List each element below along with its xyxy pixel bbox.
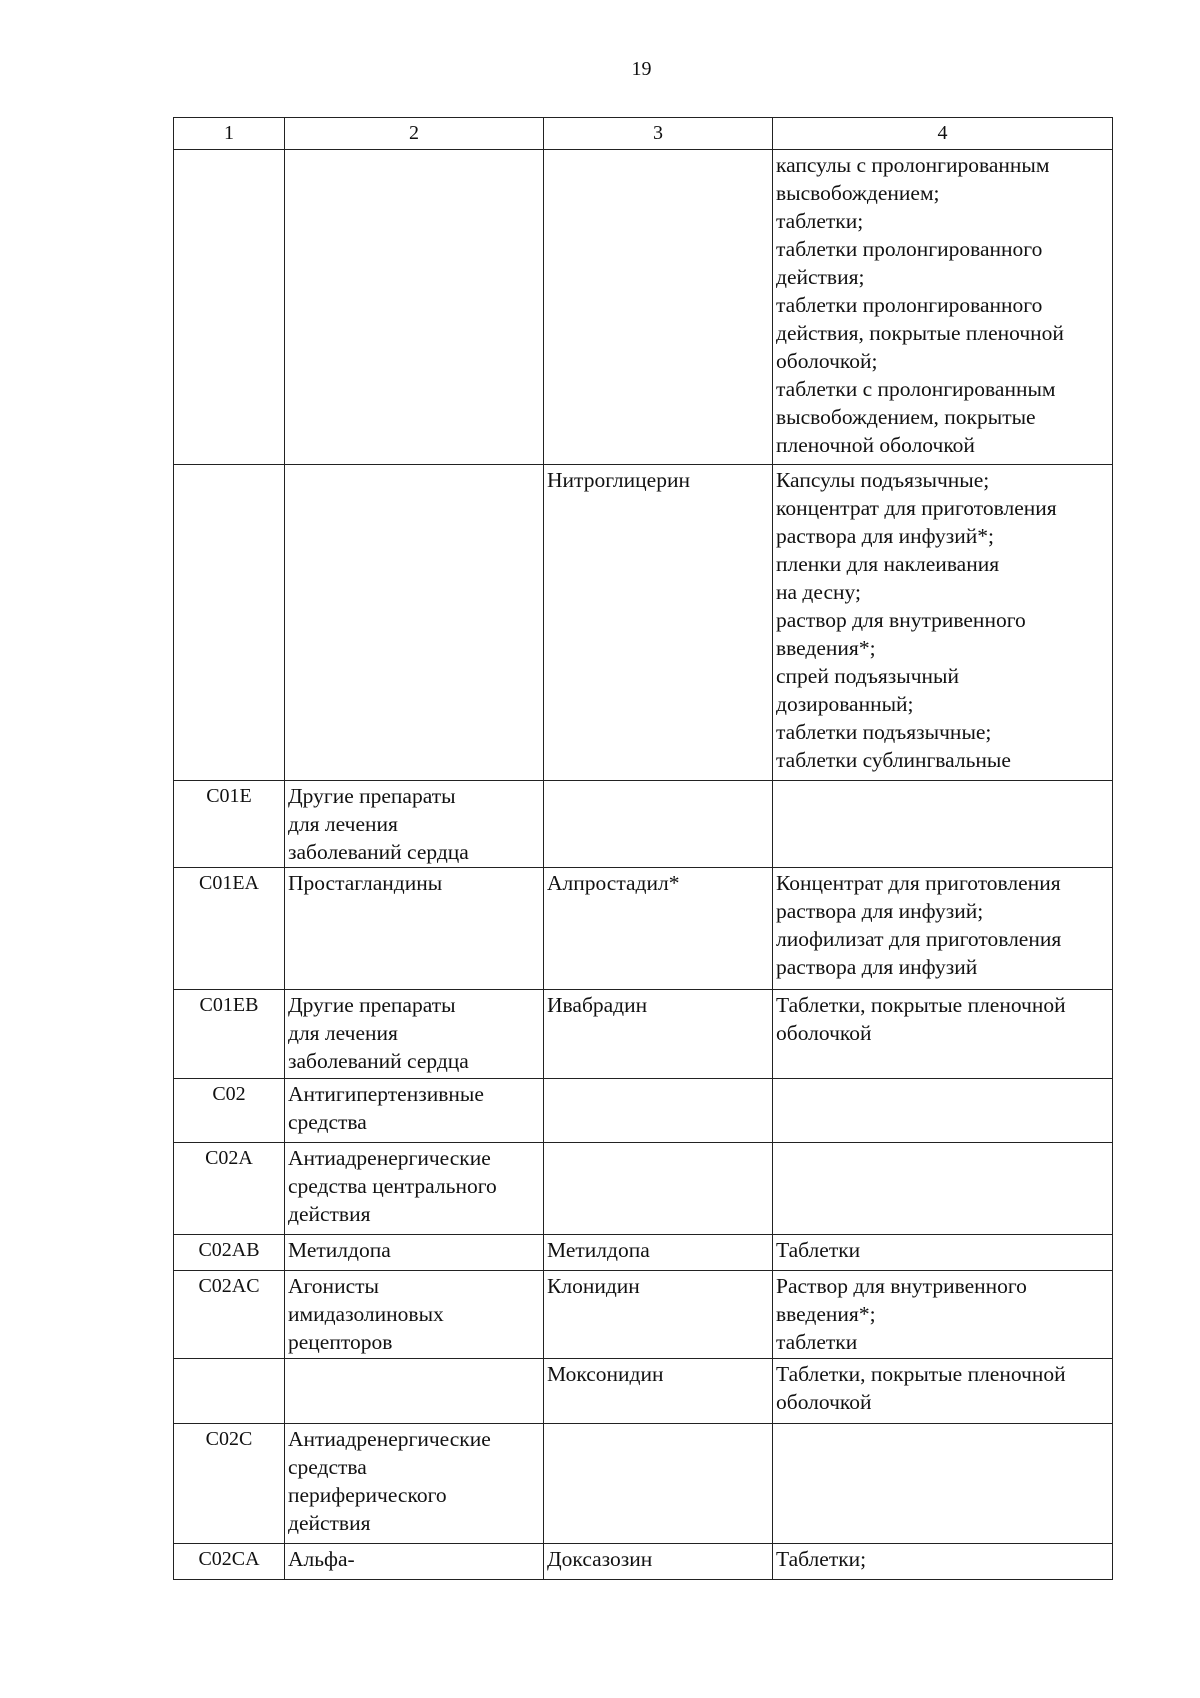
- forms-cell: [773, 1424, 1113, 1544]
- cell-line: действия: [288, 1511, 371, 1535]
- forms-cell: [773, 465, 1113, 781]
- header-col-4: 4: [773, 118, 1113, 150]
- cell-line: Таблетки, покрытые пленочной: [776, 1362, 1066, 1386]
- drug-cell: [544, 1079, 773, 1143]
- table-row: [174, 781, 1113, 868]
- cell-line: Моксонидин: [547, 1362, 664, 1386]
- cell-line: Антиадренергические: [288, 1427, 491, 1451]
- code-cell: C02AC: [174, 1271, 285, 1359]
- drug-table: [173, 117, 1113, 1580]
- group-cell: [285, 1544, 544, 1580]
- code-cell: [174, 150, 285, 465]
- group-cell: [285, 465, 544, 781]
- cell-line: Раствор для внутривенного: [776, 1274, 1027, 1298]
- group-cell: [285, 1359, 544, 1424]
- cell-line: на десну;: [776, 580, 861, 604]
- cell-line: дозированный;: [776, 692, 914, 716]
- cell-line: заболеваний сердца: [288, 840, 469, 864]
- cell-line: спрей подъязычный: [776, 664, 960, 688]
- table-body: [174, 150, 1113, 1580]
- cell-line: пленки для наклеивания: [776, 552, 1000, 576]
- cell-line: таблетки пролонгированного: [776, 237, 1043, 261]
- code-cell: [174, 1359, 285, 1424]
- drug-cell: [544, 1143, 773, 1235]
- cell-line: таблетки;: [776, 209, 864, 233]
- code-cell: C01EB: [174, 990, 285, 1079]
- cell-line: Антигипертензивные: [288, 1082, 484, 1106]
- cell-line: Капсулы подъязычные;: [776, 468, 990, 492]
- cell-line: пленочной оболочкой: [776, 433, 975, 457]
- group-cell: [285, 1271, 544, 1359]
- cell-line: раствора для инфузий;: [776, 899, 984, 923]
- group-cell: [285, 990, 544, 1079]
- header-col-3: 3: [544, 118, 773, 150]
- code-cell: C01E: [174, 781, 285, 868]
- cell-line: Доксазозин: [547, 1547, 653, 1571]
- code-cell: C02: [174, 1079, 285, 1143]
- group-cell: [285, 1235, 544, 1271]
- cell-line: таблетки пролонгированного: [776, 293, 1043, 317]
- table-row: [174, 1271, 1113, 1359]
- drug-cell: [544, 1235, 773, 1271]
- forms-cell: [773, 1359, 1113, 1424]
- cell-line: Таблетки: [776, 1238, 861, 1262]
- group-cell: [285, 781, 544, 868]
- cell-line: Простагландины: [288, 871, 443, 895]
- cell-line: Ивабрадин: [547, 993, 648, 1017]
- forms-cell: [773, 1271, 1113, 1359]
- cell-line: средства центрального: [288, 1174, 497, 1198]
- drug-cell: [544, 465, 773, 781]
- forms-cell: [773, 1235, 1113, 1271]
- cell-line: рецепторов: [288, 1330, 393, 1354]
- cell-line: высвобождением;: [776, 181, 940, 205]
- cell-line: таблетки: [776, 1330, 858, 1354]
- table-row: [174, 1424, 1113, 1544]
- cell-line: Клонидин: [547, 1274, 640, 1298]
- drug-cell: [544, 1359, 773, 1424]
- cell-line: для лечения: [288, 812, 398, 836]
- forms-cell: [773, 1143, 1113, 1235]
- code-cell: C02AB: [174, 1235, 285, 1271]
- drug-cell: [544, 990, 773, 1079]
- table-row: [174, 1235, 1113, 1271]
- cell-line: таблетки подъязычные;: [776, 720, 992, 744]
- cell-line: действия: [288, 1202, 371, 1226]
- cell-line: раствора для инфузий: [776, 955, 978, 979]
- table-row: [174, 1079, 1113, 1143]
- cell-line: заболеваний сердца: [288, 1049, 469, 1073]
- table-row: [174, 1544, 1113, 1580]
- cell-line: высвобождением, покрытые: [776, 405, 1036, 429]
- cell-line: Таблетки;: [776, 1547, 867, 1571]
- group-cell: [285, 150, 544, 465]
- cell-line: для лечения: [288, 1021, 398, 1045]
- cell-line: Метилдопа: [288, 1238, 391, 1262]
- group-cell: [285, 1079, 544, 1143]
- cell-line: действия, покрытые пленочной: [776, 321, 1064, 345]
- drug-cell: [544, 868, 773, 990]
- page-number: 19: [631, 58, 652, 80]
- cell-line: действия;: [776, 265, 865, 289]
- table-row: [174, 868, 1113, 990]
- cell-line: оболочкой;: [776, 349, 878, 373]
- cell-line: введения*;: [776, 1302, 876, 1326]
- group-cell: [285, 868, 544, 990]
- group-cell: [285, 1424, 544, 1544]
- table-row: [174, 1143, 1113, 1235]
- cell-line: имидазолиновых: [288, 1302, 444, 1326]
- header-col-1: 1: [174, 118, 285, 150]
- group-cell: [285, 1143, 544, 1235]
- table-row: [174, 150, 1113, 465]
- drug-cell: [544, 781, 773, 868]
- cell-line: таблетки сублингвальные: [776, 748, 1011, 772]
- cell-line: введения*;: [776, 636, 876, 660]
- cell-line: Антиадренергические: [288, 1146, 491, 1170]
- drug-cell: [544, 150, 773, 465]
- cell-line: концентрат для приготовления: [776, 496, 1057, 520]
- cell-line: Метилдопа: [547, 1238, 650, 1262]
- cell-line: оболочкой: [776, 1021, 872, 1045]
- forms-cell: [773, 1544, 1113, 1580]
- forms-cell: [773, 150, 1113, 465]
- cell-line: раствора для инфузий*;: [776, 524, 994, 548]
- code-cell: C02CA: [174, 1544, 285, 1580]
- header-col-2: 2: [285, 118, 544, 150]
- cell-line: оболочкой: [776, 1390, 872, 1414]
- cell-line: Альфа-: [288, 1547, 355, 1571]
- forms-cell: [773, 781, 1113, 868]
- forms-cell: [773, 990, 1113, 1079]
- cell-line: Нитроглицерин: [547, 468, 690, 492]
- drug-cell: [544, 1424, 773, 1544]
- cell-line: раствор для внутривенного: [776, 608, 1026, 632]
- code-cell: C02A: [174, 1143, 285, 1235]
- cell-line: Алпростадил*: [547, 871, 680, 895]
- cell-line: Концентрат для приготовления: [776, 871, 1061, 895]
- table-row: [174, 990, 1113, 1079]
- code-cell: C02C: [174, 1424, 285, 1544]
- table-row: [174, 465, 1113, 781]
- cell-line: капсулы с пролонгированным: [776, 153, 1050, 177]
- table-row: [174, 1359, 1113, 1424]
- forms-cell: [773, 868, 1113, 990]
- cell-line: периферического: [288, 1483, 447, 1507]
- cell-line: лиофилизат для приготовления: [776, 927, 1062, 951]
- cell-line: средства: [288, 1110, 367, 1134]
- cell-line: Агонисты: [288, 1274, 379, 1298]
- cell-line: Таблетки, покрытые пленочной: [776, 993, 1066, 1017]
- forms-cell: [773, 1079, 1113, 1143]
- code-cell: C01EA: [174, 868, 285, 990]
- drug-cell: [544, 1544, 773, 1580]
- cell-line: средства: [288, 1455, 367, 1479]
- drug-cell: [544, 1271, 773, 1359]
- cell-line: Другие препараты: [288, 784, 456, 808]
- cell-line: таблетки с пролонгированным: [776, 377, 1056, 401]
- header-row: [174, 118, 1113, 150]
- code-cell: [174, 465, 285, 781]
- cell-line: Другие препараты: [288, 993, 456, 1017]
